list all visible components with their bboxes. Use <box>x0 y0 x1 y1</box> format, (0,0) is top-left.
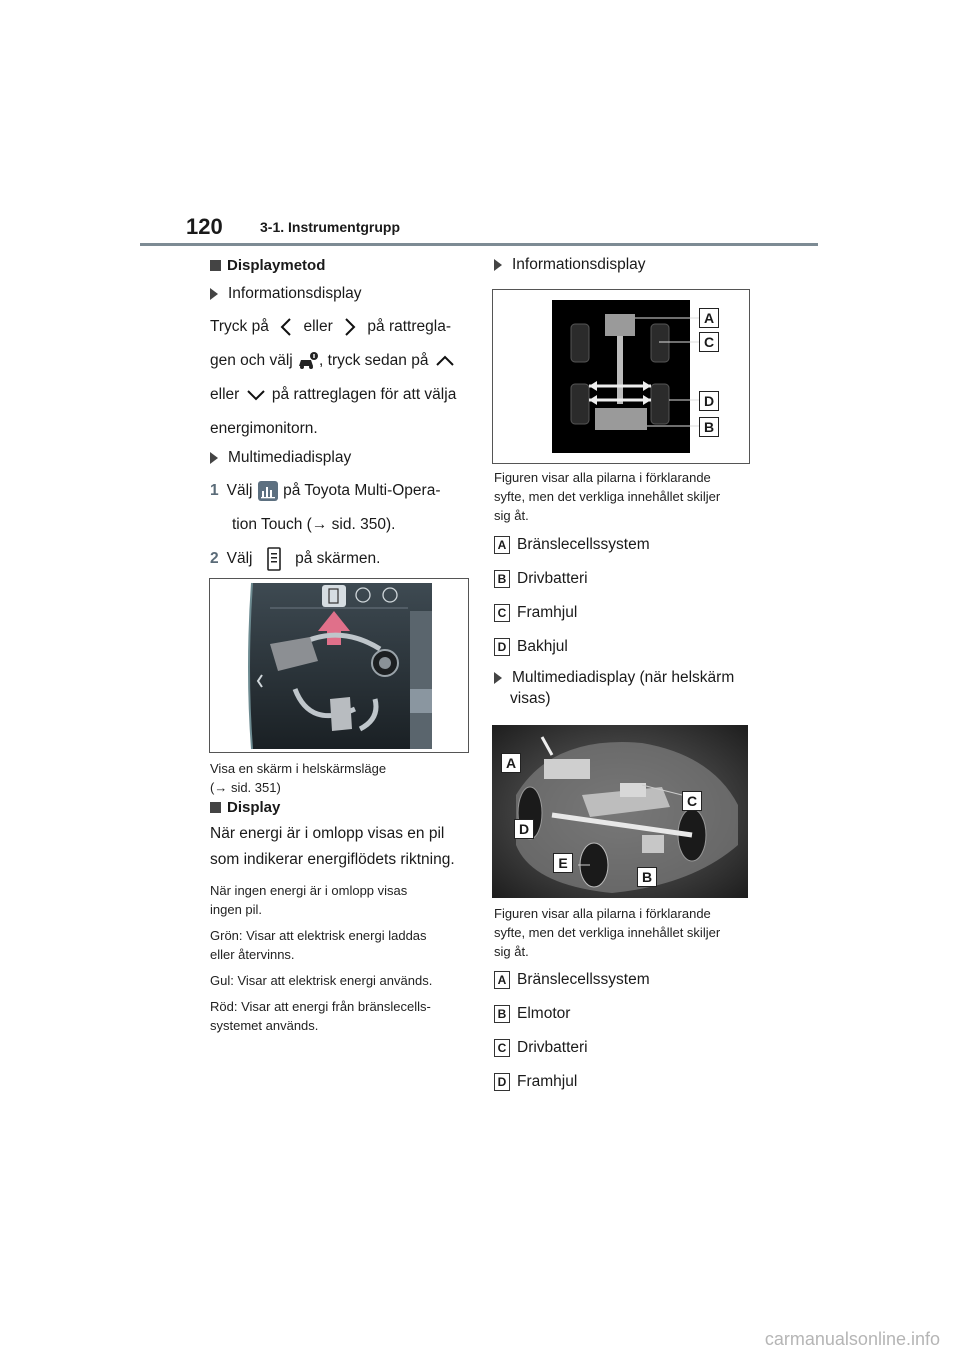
section-heading-displaymetod <box>210 255 470 275</box>
text: , tryck sedan på <box>319 352 429 369</box>
triangle-bullet-icon <box>494 259 502 271</box>
chevron-up-icon <box>433 351 457 371</box>
text: på skärmen. <box>295 550 381 567</box>
heading-text: Display <box>227 798 281 816</box>
figure-caption-right-2 <box>494 904 720 961</box>
caption-line: (→ sid. 351) <box>210 780 281 795</box>
text: eller <box>303 318 333 335</box>
step-number: 2 <box>210 550 219 567</box>
multimedia-screen-figure <box>209 578 469 753</box>
note-line: Grön: Visar att elektrisk energi laddas <box>210 928 427 943</box>
legend-key: D <box>494 1073 510 1091</box>
square-bullet-icon <box>210 260 221 271</box>
page-number: 120 <box>186 214 223 239</box>
text: gen och välj <box>210 352 293 369</box>
label-b: B <box>699 417 719 437</box>
paragraph-line: När energi är i omlopp visas en pil <box>210 825 445 842</box>
instruction-line-4: energimonitorn. <box>210 420 318 437</box>
legend-item <box>494 1065 650 1099</box>
legend-key: D <box>494 638 510 656</box>
caption-line: Visa en skärm i helskärmsläge <box>210 761 387 776</box>
chevron-down-icon <box>244 385 268 405</box>
subheading-informationsdisplay <box>210 284 470 304</box>
paragraph-line: som indikerar energiflödets riktning. <box>210 851 455 868</box>
figure-caption-left <box>210 759 386 797</box>
subheading-text: Multimediadisplay (när helskärm <box>512 669 735 686</box>
legend-key: A <box>494 971 510 989</box>
caption-line: syfte, men det verkliga innehållet skiljer <box>494 925 721 940</box>
label-b: B <box>637 867 657 887</box>
legend-text: Drivbatteri <box>517 1039 588 1056</box>
legend-text: Drivbatteri <box>517 570 588 587</box>
energy-monitor-screen-illustration <box>210 579 468 752</box>
left-column <box>210 255 470 576</box>
multimedia-fullscreen-figure <box>492 725 748 898</box>
caption-line: sig åt. <box>494 508 529 523</box>
instruction-line-1 <box>210 310 470 344</box>
triangle-bullet-icon <box>210 452 218 464</box>
information-display-figure <box>492 289 750 464</box>
step-2 <box>210 542 470 576</box>
legend-key: C <box>494 1039 510 1057</box>
subheading-text: Informationsdisplay <box>228 285 362 302</box>
chevron-right-icon <box>337 316 363 338</box>
legend-item <box>494 997 650 1031</box>
label-d: D <box>699 391 719 411</box>
legend-text: Bränslecellssystem <box>517 971 650 988</box>
caption-line: Figuren visar alla pilarna i förklarande <box>494 470 711 485</box>
subheading-informationsdisplay-right <box>494 255 646 275</box>
legend-item <box>494 963 650 997</box>
section-heading-display <box>210 797 470 817</box>
text: Tryck på <box>210 318 269 335</box>
label-c: C <box>682 791 702 811</box>
label-a: A <box>501 753 521 773</box>
legend-1 <box>494 528 650 664</box>
text: eller <box>210 386 240 403</box>
legend-item <box>494 562 650 596</box>
chapter-title: 3-1. Instrumentgrupp <box>260 219 401 235</box>
legend-item <box>494 1031 650 1065</box>
instruction-line-3 <box>210 378 470 412</box>
caption-line: Figuren visar alla pilarna i förklarande <box>494 906 711 921</box>
heading-text: Displaymetod <box>227 256 326 274</box>
note-line: Röd: Visar att energi från bränslecells- <box>210 999 431 1014</box>
subheading-text-cont: visas) <box>510 690 551 707</box>
caption-line: sig åt. <box>494 944 529 959</box>
text: Välj <box>226 482 253 499</box>
note-line: systemet används. <box>210 1018 319 1033</box>
caption-line: syfte, men det verkliga innehållet skiljer <box>494 489 721 504</box>
legend-2 <box>494 963 650 1099</box>
legend-text: Bakhjul <box>517 638 568 655</box>
label-c: C <box>699 332 719 352</box>
note-line: eller återvinns. <box>210 947 295 962</box>
text: Välj <box>226 550 253 567</box>
label-a: A <box>699 308 719 328</box>
legend-text: Framhjul <box>517 1073 578 1090</box>
instruction-line-2 <box>210 344 470 378</box>
legend-key: B <box>494 570 510 588</box>
legend-item <box>494 528 650 562</box>
note-line: Gul: Visar att elektrisk energi används. <box>210 973 433 988</box>
legend-text: Bränslecellssystem <box>517 536 650 553</box>
step-number: 1 <box>210 482 219 499</box>
legend-key: C <box>494 604 510 622</box>
text: på Toyota Multi-Opera- <box>283 482 441 499</box>
legend-key: B <box>494 1005 510 1023</box>
note-block <box>210 881 470 1035</box>
triangle-bullet-icon <box>210 288 218 300</box>
figure-caption-right-1 <box>494 468 720 525</box>
left-column-lower <box>210 797 470 1035</box>
energy-monitor-app-icon <box>257 480 279 502</box>
header-rule <box>140 243 818 246</box>
legend-key: A <box>494 536 510 554</box>
legend-item <box>494 630 650 664</box>
subheading-text: Multimediadisplay <box>228 449 352 466</box>
car-info-icon <box>297 351 319 371</box>
step-1-line-2: tion Touch (→ sid. 350). <box>232 516 396 533</box>
vehicle-cutaway-illustration <box>492 725 748 898</box>
subheading-multimedia-fullscreen <box>494 668 734 708</box>
subheading-multimediadisplay <box>210 448 470 468</box>
text: på rattregla- <box>367 318 451 335</box>
subheading-text: Informationsdisplay <box>512 256 646 273</box>
label-e: E <box>553 853 573 873</box>
triangle-bullet-icon <box>494 672 502 684</box>
watermark: carmanualsonline.info <box>764 1329 940 1349</box>
legend-item <box>494 596 650 630</box>
energy-flow-tab-icon <box>257 546 291 572</box>
text: på rattreglagen för att välja <box>271 386 457 403</box>
note-line: När ingen energi är i omlopp visas <box>210 883 408 898</box>
legend-text: Elmotor <box>517 1005 571 1022</box>
legend-text: Framhjul <box>517 604 578 621</box>
label-d: D <box>514 819 534 839</box>
chevron-left-icon <box>273 316 299 338</box>
step-1-line-1 <box>210 474 470 508</box>
note-line: ingen pil. <box>210 902 263 917</box>
square-bullet-icon <box>210 802 221 813</box>
